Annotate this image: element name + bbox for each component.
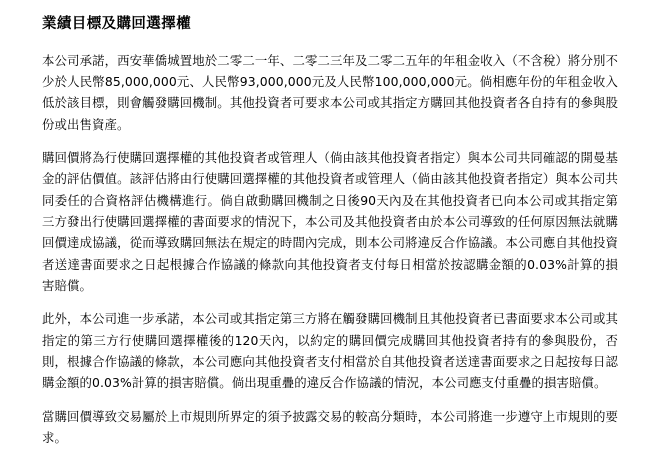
paragraph-1: 本公司承諾，西安華僑城置地於二零二一年、二零二三年及二零二五年的年租金收入（不含稅）將分別不少於人民幣85,000,000元、人民幣93,000,000元及人民幣100,000,000元。倘相應年份的年租金收入低於該目標，則會觸發購回機制。其他投資者可要求本公司或其指定方購回其他投資者各自持有的參與股份或出售資產。 [42, 52, 618, 132]
paragraph-3: 此外，本公司進一步承諾，本公司或其指定第三方將在觸發購回機制且其他投資者已書面要求本公司或其指定的第三方行使購回選擇權後的120天內，以約定的購回價完成購回其他投資者持有的參與股份，否則，根據合作協議的條款，本公司應向其他投資者支付相當於自其他投資者送達書面要求之日起按每日認購金額的0.03%計算的損害賠償。倘出現重疊的違反合作協議的情況，本公司應支付重疊的損害賠償。 [42, 311, 618, 391]
paragraph-2: 購回價將為行使購回選擇權的其他投資者或管理人（倘由該其他投資者指定）與本公司共同確認的開曼基金的評估價值。該評估將由行使購回選擇權的其他投資者或管理人（倘由該其他投資者指定）與本公司共同委任的合資格評估機構進行。倘自啟動購回機制之日後90天內及在其他投資者已向本公司或其指定第三方發出行使購回選擇權的書面要求的情況下，本公司及其他投資者由於本公司導致的任何原因無法就購回價達成協議，從而導致購回無法在規定的時間內完成，則本公司將違反合作協議。本公司應自其他投資者送達書面要求之日起根據合作協議的條款向其他投資者支付每日相當於按認購金額的0.03%計算的損害賠償。 [42, 150, 618, 294]
page-title: 業績目標及購回選擇權 [42, 16, 191, 32]
paragraph-4: 當購回價導致交易屬於上市規則所界定的須予披露交易的較高分類時，本公司將進一步遵守上市規則的要求。 [42, 408, 618, 445]
